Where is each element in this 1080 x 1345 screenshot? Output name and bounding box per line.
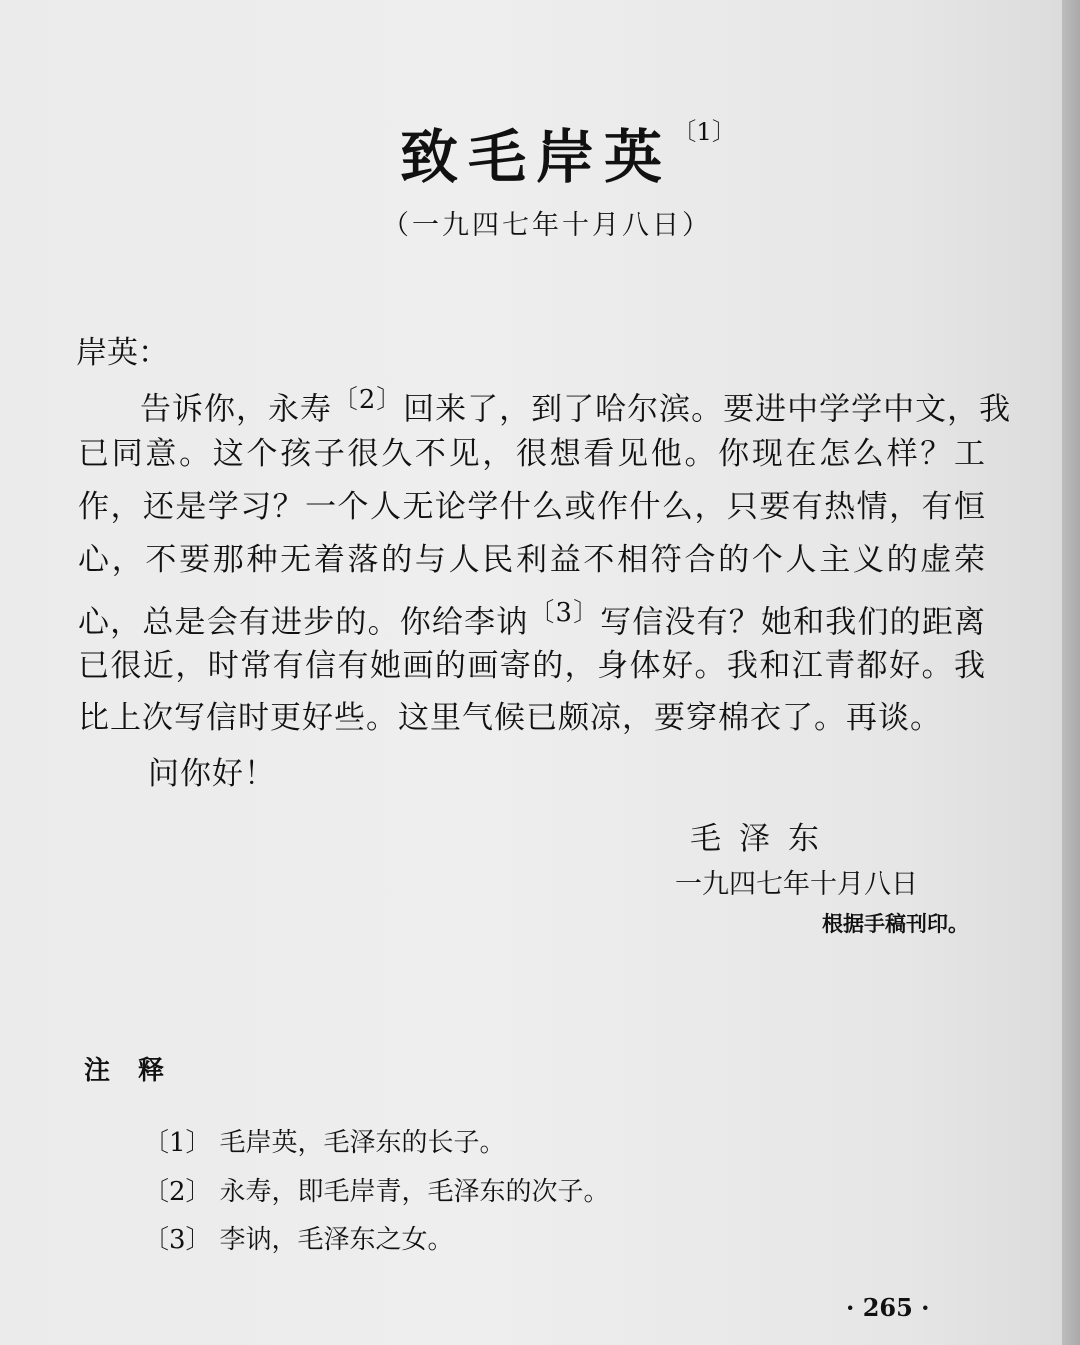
title-note-mark: 〔1〕 [672, 117, 737, 146]
closing-line: 问你好！ [148, 756, 276, 792]
body-line-1-part-b: 回来了，到了哈尔滨。要进中学学中文，我 [403, 391, 1012, 428]
note-text: 毛岸英，毛泽东的长子。 [219, 1128, 506, 1158]
footnote-mark-3: 〔3〕 [528, 598, 601, 628]
note-number: 〔3〕 [143, 1225, 212, 1255]
body-line-6: 已很近，时常有信有她画的画寄的，身体好。我和江青都好。我 [78, 648, 986, 684]
footnote-mark-2: 〔2〕 [332, 385, 404, 415]
page-number: · 265 · [846, 1293, 930, 1322]
letter-title [400, 110, 736, 194]
note-text: 李讷，毛泽东之女。 [219, 1225, 454, 1255]
note-item [143, 1219, 454, 1256]
body-line-2: 已同意。这个孩子很久不见，很想看见他。你现在怎么样？工 [78, 436, 986, 472]
signature: 毛泽东 [690, 821, 837, 857]
date-subtitle: （一九四七年十月八日） [382, 210, 712, 241]
source-note: 根据手稿刊印。 [822, 911, 969, 936]
body-line-5-part-a: 心，总是会有进步的。你给李讷 [78, 604, 529, 641]
salutation: 岸英： [76, 335, 169, 371]
signature-date: 一九四七年十月八日 [675, 869, 918, 900]
note-item [143, 1171, 610, 1208]
body-line-7: 比上次写信时更好些。这里气候已颇凉，要穿棉衣了。再谈。 [78, 700, 942, 736]
body-line-1 [140, 374, 1012, 435]
letter-title-text: 致毛岸英 [400, 123, 673, 191]
note-item [143, 1122, 506, 1159]
body-line-4: 心，不要那种无着落的与人民利益不相符合的个人主义的虚荣 [78, 542, 986, 578]
body-line-5-part-b: 写信没有？她和我们的距离 [600, 604, 987, 641]
body-line-1-part-a: 告诉你，永寿 [140, 391, 332, 428]
note-number: 〔1〕 [143, 1128, 212, 1158]
note-text: 永寿，即毛岸青，毛泽东的次子。 [219, 1177, 610, 1207]
note-number: 〔2〕 [143, 1177, 212, 1207]
page-edge-shadow [1062, 0, 1080, 1345]
body-line-3: 作，还是学习？一个人无论学什么或作什么，只要有热情，有恒 [78, 489, 986, 525]
bleed-through-text [130, 2, 152, 33]
notes-heading: 注释 [84, 1056, 193, 1086]
